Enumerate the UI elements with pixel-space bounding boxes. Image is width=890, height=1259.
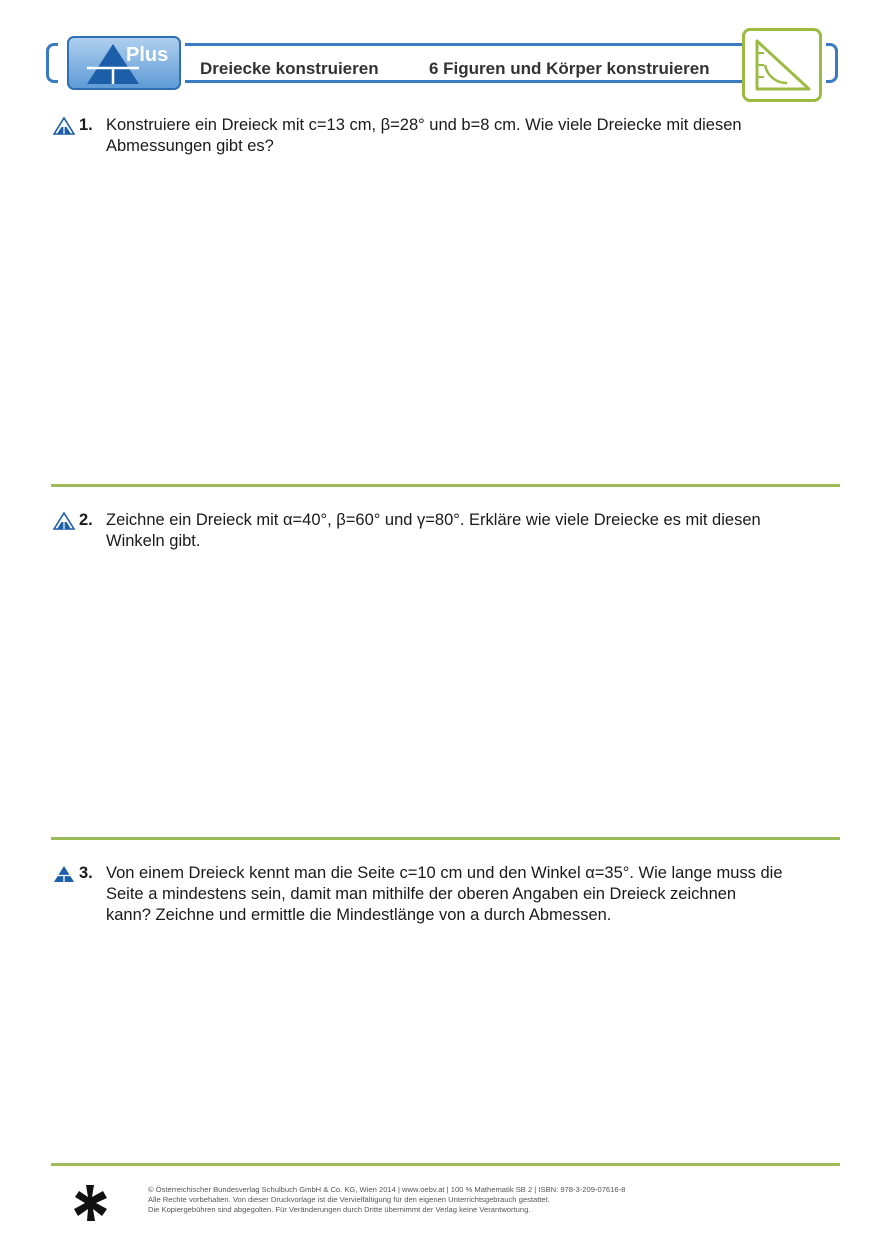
plus-logo-text: Plus — [126, 44, 169, 66]
task-number: 3. — [79, 864, 93, 882]
section-divider — [51, 484, 840, 487]
task-text: Konstruiere ein Dreieck mit c=13 cm, β=28° und b=8 cm. Wie viele Dreiecke mit diesen Abmessungen gibt es? — [106, 116, 742, 155]
footer-line: © Österreichischer Bundesverlag Schulbuch GmbH & Co. KG, Wien 2014 | www.oebv.at | 100 % Mathematik SB 2 | ISBN: 978-3-209-07616-8 — [148, 1185, 626, 1194]
difficulty-outline-icon — [53, 512, 75, 530]
section-divider — [51, 837, 840, 840]
header-bracket-right — [826, 43, 838, 83]
header-bracket-left — [46, 43, 58, 83]
task-text: Zeichne ein Dreieck mit α=40°, β=60° und γ=80°. Erkläre wie viele Dreiecke es mit diesen Winkeln gibt. — [106, 511, 761, 550]
difficulty-filled-icon — [53, 865, 75, 883]
section-divider — [51, 1163, 840, 1166]
task-number: 1. — [79, 116, 93, 134]
header-rule-bottom — [185, 80, 745, 83]
plus-logo — [67, 36, 181, 90]
publisher-logo-icon — [72, 1183, 110, 1223]
set-square-icon — [742, 28, 822, 102]
task-text: Von einem Dreieck kennt man die Seite c=10 cm und den Winkel α=35°. Wie lange muss die Seite a mindestens sein, damit man mithilfe der oberen Angaben ein Dreieck zeichnen kann? Zeichne und ermittle die Mindestlänge von a durch Abmessen. — [106, 864, 783, 924]
worksheet-title: Dreiecke konstruieren — [200, 59, 379, 78]
task-number: 2. — [79, 511, 93, 529]
header-rule-top — [185, 43, 745, 46]
page-header — [0, 0, 890, 110]
chapter-title: 6 Figuren und Körper konstruieren — [429, 59, 710, 78]
footer-line: Die Kopiergebühren sind abgegolten. Für Veränderungen durch Dritte übernimmt der Verlag keine Verantwortung. — [148, 1205, 531, 1214]
difficulty-outline-icon — [53, 117, 75, 135]
footer-copyright — [148, 1185, 625, 1215]
footer-line: Alle Rechte vorbehalten. Von dieser Druckvorlage ist die Vervielfältigung für den eigenen Unterrichtsgebrauch gestattet. — [148, 1195, 550, 1204]
